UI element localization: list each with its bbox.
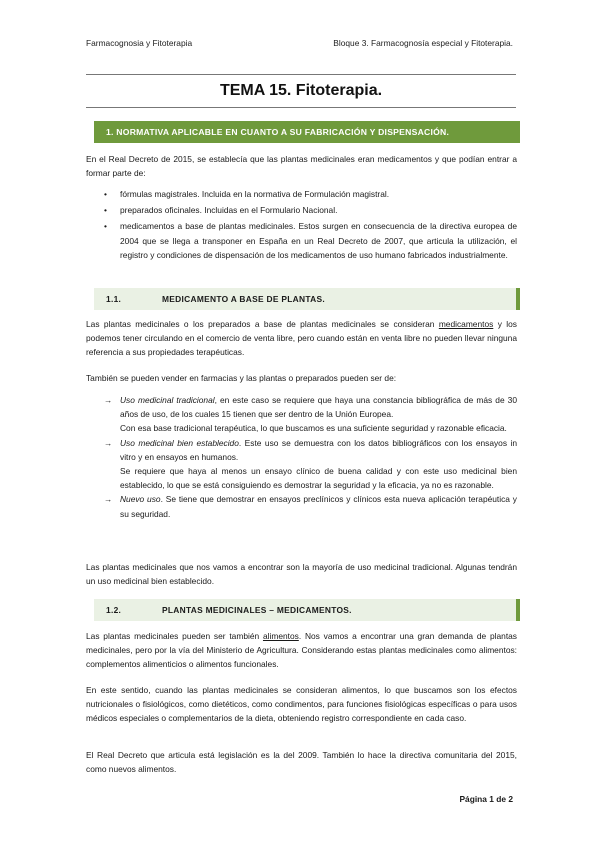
- list-item: [104, 219, 517, 262]
- section-heading-1-text: 1. NORMATIVA APLICABLE EN CUANTO A SU FABRICACIÓN Y DISPENSACIÓN.: [106, 127, 450, 137]
- list-item: [104, 492, 517, 520]
- sub1-p1-text-b: y los podemos tener circulando en el comercio de venta libre, pero cuando están en venta libre no pueden llevar ninguna referencia a sus propiedades terapéuticas.: [86, 319, 517, 358]
- list-item: [104, 436, 517, 493]
- item-term: Nuevo uso: [120, 494, 161, 505]
- subsection-title: MEDICAMENTO A BASE DE PLANTAS.: [162, 294, 326, 304]
- section-1-intro: [86, 152, 517, 180]
- subsection-heading-1-2: [94, 599, 520, 621]
- bullet-icon: •: [104, 205, 107, 216]
- arrow-right-icon: →: [104, 494, 113, 505]
- sub1-p1-text-a: Las plantas medicinales o los preparados a base de plantas medicinales se consideran: [86, 319, 439, 329]
- section-1-bullet-list: [104, 187, 517, 262]
- subsection-number: 1.1.: [106, 294, 122, 304]
- arrow-right-icon: →: [104, 437, 113, 448]
- item-text: . Este uso se demuestra con los datos bibliográficos con los ensayos in vitro y en ensayos en humanos.: [120, 437, 517, 462]
- running-header: [86, 38, 513, 48]
- list-item-text: medicamentos a base de plantas medicinales. Estos surgen en consecuencia de la directiva europea de 2004 que se llega a transponer en España en un Real Decreto de 2007, que articula la utilización, el registro y condiciones de dispensación de los medicamentos de uso humano fabricados industrialmente.: [120, 221, 517, 260]
- sub2-paragraph-2: [86, 683, 517, 726]
- subsection-title: PLANTAS MEDICINALES – MEDICAMENTOS.: [162, 605, 352, 615]
- sub1-paragraph-2: [86, 371, 517, 385]
- title-box: [86, 74, 516, 108]
- header-course: Farmacognosia y Fitoterapia: [86, 38, 193, 48]
- sub1-paragraph-1: [86, 317, 517, 360]
- bullet-icon: •: [104, 221, 107, 232]
- item-text: . Se tiene que demostrar en ensayos preclínicos y clínicos esta nueva aplicación terapéutica y su seguridad.: [120, 494, 517, 519]
- page-title: TEMA 15. Fitoterapia.: [219, 82, 383, 99]
- sub2-p3-text: El Real Decreto que articula está legislación es la del 2009. También lo hace la directiva comunitaria del 2015, como nuevos alimentos.: [86, 750, 517, 775]
- item-text: , en este caso se requiere que haya una constancia bibliográfica de más de 30 años de uso, de los cuales 15 tienen que ser dentro de la Unión Europea.: [120, 395, 518, 420]
- sub1-p2-text: También se pueden vender en farmacias y las plantas o preparados pueden ser de:: [86, 373, 397, 383]
- list-item-text: fórmulas magistrales. Incluida en la normativa de Formulación magistral.: [120, 189, 390, 199]
- item-extra: Se requiere que haya al menos un ensayo clínico de buena calidad y con este uso medicinal bien establecido, lo que se está consiguiendo es demostrar la seguridad y la eficacia, ya no es razonable.: [120, 466, 517, 491]
- item-term: Uso medicinal tradicional: [120, 395, 215, 405]
- header-block: Bloque 3. Farmacognosía especial y Fitoterapia.: [333, 38, 513, 48]
- sub2-p2-text: En este sentido, cuando las plantas medicinales se consideran alimentos, lo que buscamos son los efectos nutricionales o fisiológicos, como dietéticos, como condimentos, para funciones fisiológicas específicas o para usos médicos especiales o complementarios de la dieta, obteniendo registro correspondiente en cada caso.: [86, 685, 517, 724]
- sub2-p1-text-b: . Nos vamos a encontrar una gran demanda de plantas medicinales, pero por la vía del Ministerio de Agricultura. Considerando estas plantas medicinales como alimentos: complementos alimenticios o alimentos funcionales.: [86, 631, 517, 670]
- sub2-p1-underlined: alimentos: [262, 631, 299, 641]
- sub2-paragraph-1: [86, 629, 517, 672]
- sub2-p1-text-a: Las plantas medicinales pueden ser también: [86, 631, 263, 641]
- arrow-right-icon: →: [104, 395, 113, 405]
- subsection-number: 1.2.: [106, 605, 122, 615]
- bullet-icon: •: [104, 189, 107, 199]
- subsection-heading-1-1: [94, 288, 520, 310]
- sub1-arrow-list: [104, 393, 517, 521]
- list-item-text: preparados oficinales. Incluidas en el Formulario Nacional.: [120, 205, 338, 216]
- sub2-paragraph-3: [86, 748, 517, 776]
- sub1-p1-underlined: medicamentos: [438, 319, 494, 329]
- section-1-intro-text: En el Real Decreto de 2015, se establecía que las plantas medicinales eran medicamentos y que podían entrar a formar parte de:: [86, 154, 517, 179]
- sub1-p3-text: Las plantas medicinales que nos vamos a encontrar son la mayoría de uso medicinal tradicional. Algunas tendrán un uso medicinal bien establecido.: [86, 562, 517, 587]
- list-item: [104, 393, 517, 436]
- list-item: [104, 203, 517, 217]
- list-item: [104, 187, 517, 201]
- sub1-paragraph-3: [86, 560, 517, 588]
- item-term: Uso medicinal bien establecido: [120, 437, 239, 448]
- page-number: Página 1 de 2: [459, 794, 513, 804]
- section-heading-1: [94, 121, 520, 143]
- item-extra: Con esa base tradicional terapéutica, lo que buscamos es una suficiente seguridad y razonable eficacia.: [120, 423, 507, 434]
